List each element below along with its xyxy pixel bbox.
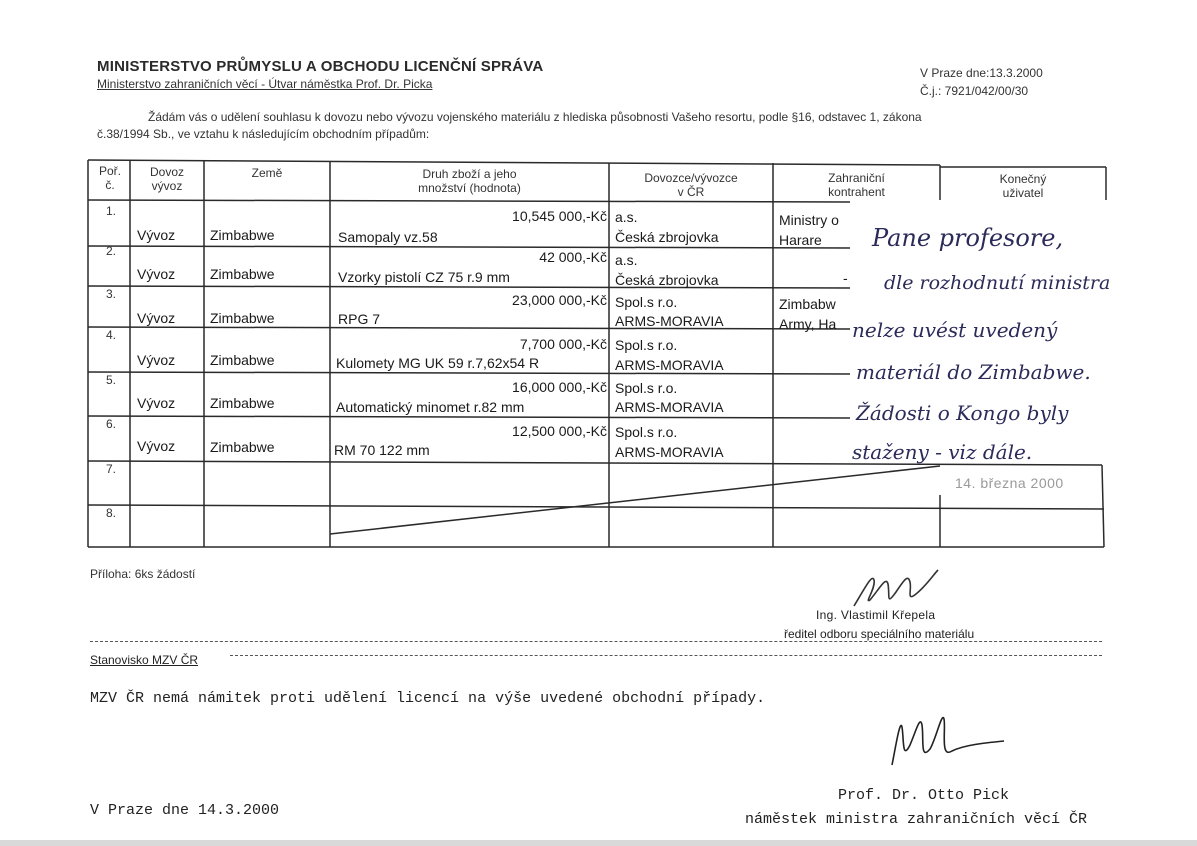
- th-direction: Dovoz vývoz: [149, 165, 184, 193]
- row-5-firm-type: Spol.s r.o.: [615, 380, 678, 396]
- handwritten-line-1: Pane profesore,: [872, 224, 1064, 252]
- reference-number: Č.j.: 7921/042/00/30: [920, 84, 1029, 98]
- row-3-partner-1: Zimbabw: [779, 296, 836, 312]
- handwritten-line-2: dle rozhodnutí ministra: [884, 272, 1111, 294]
- row-5-num: 5.: [106, 373, 117, 387]
- row-2-firm-type: a.s.: [615, 252, 638, 268]
- row-1-value: 10,545 000,-Kč: [512, 208, 607, 224]
- row-3-firm-type: Spol.s r.o.: [615, 294, 678, 310]
- row-6-value: 12,500 000,-Kč: [512, 423, 607, 439]
- document-date: V Praze dne:13.3.2000: [920, 66, 1043, 80]
- row-7-num: 7.: [106, 462, 117, 476]
- row-4-country: Zimbabwe: [210, 352, 275, 368]
- row-2-goods: Vzorky pistolí CZ 75 r.9 mm: [338, 269, 510, 285]
- row-3-value: 23,000 000,-Kč: [512, 292, 607, 308]
- row-6-direction: Vývoz: [137, 438, 176, 454]
- handwritten-line-5: Žádosti o Kongo byly: [856, 401, 1069, 425]
- mzv-date: V Praze dne 14.3.2000: [90, 802, 280, 819]
- row-5-goods: Automatický minomet r.82 mm: [336, 399, 525, 415]
- row-3-partner-2: Army, Ha: [779, 316, 837, 332]
- signer-role: ředitel odboru speciálního materiálu: [784, 627, 975, 641]
- mzv-signer-name: Prof. Dr. Otto Pick: [838, 787, 1010, 804]
- row-6-firm-name: ARMS-MORAVIA: [615, 444, 724, 460]
- row-2-num: 2.: [106, 244, 117, 258]
- row-1-goods: Samopaly vz.58: [338, 229, 438, 245]
- row-2-value: 42 000,-Kč: [539, 249, 607, 265]
- row-4-direction: Vývoz: [137, 352, 176, 368]
- row-3-num: 3.: [106, 287, 117, 301]
- row-3-firm-name: ARMS-MORAVIA: [615, 313, 724, 329]
- th-goods: Druh zboží a jeho množství (hodnota): [418, 167, 521, 195]
- request-text-line2: č.38/1994 Sb., ve vztahu k následujícím obchodním případům:: [97, 127, 430, 141]
- row-1-direction: Vývoz: [137, 227, 176, 243]
- th-partner: Zahraniční kontrahent: [828, 171, 885, 199]
- pick-signature: [880, 705, 1010, 777]
- row-5-country: Zimbabwe: [210, 395, 275, 411]
- row-6-firm-type: Spol.s r.o.: [615, 424, 678, 440]
- th-firm: Dovozce/vývozce v ČR: [644, 171, 738, 199]
- row-1-firm-type: a.s.: [615, 209, 638, 225]
- mzv-heading: Stanovisko MZV ČR: [90, 653, 199, 667]
- row-1-firm-name: Česká zbrojovka: [615, 229, 719, 245]
- row-3-country: Zimbabwe: [210, 310, 275, 326]
- row-3-goods: RPG 7: [338, 311, 381, 327]
- th-end-user: Konečný uživatel: [999, 172, 1047, 200]
- row-5-direction: Vývoz: [137, 395, 176, 411]
- row-4-value: 7,700 000,-Kč: [519, 336, 607, 352]
- attachment-note: Příloha: 6ks žádostí: [90, 567, 196, 581]
- row-2-firm-name: Česká zbrojovka: [615, 272, 719, 288]
- divider-dashed-2: [230, 655, 1102, 656]
- row-2-country: Zimbabwe: [210, 266, 275, 282]
- row-2-direction: Vývoz: [137, 266, 176, 282]
- date-stamp: 14. března 2000: [955, 475, 1064, 491]
- row-4-goods: Kulomety MG UK 59 r.7,62x54 R: [336, 355, 540, 371]
- handwritten-line-6: staženy - viz dále.: [852, 440, 1033, 464]
- row-4-num: 4.: [106, 328, 117, 342]
- signer-name: Ing. Vlastimil Křepela: [816, 608, 936, 622]
- row-6-num: 6.: [106, 417, 117, 431]
- th-country: Země: [251, 166, 283, 180]
- row-6-goods: RM 70 122 mm: [334, 442, 430, 458]
- krepela-signature: [846, 566, 956, 612]
- divider-dashed: [90, 641, 1102, 642]
- mzv-statement: MZV ČR nemá námitek proti udělení licencí na výše uvedené obchodní případy.: [90, 690, 766, 707]
- row-1-partner-1: Ministry o: [779, 212, 839, 228]
- row-3-direction: Vývoz: [137, 310, 176, 326]
- addressee: Ministerstvo zahraničních věcí - Útvar náměstka Prof. Dr. Picka: [97, 77, 433, 91]
- th-num: Poř. č.: [98, 164, 121, 192]
- scan-edge: [0, 840, 1197, 846]
- request-text-line1: Žádám vás o udělení souhlasu k dovozu nebo vývozu vojenského materiálu z hlediska působnosti Vašeho resortu, podle §16, odstavec 1, zákona: [148, 110, 922, 124]
- row-1-partner-2: Harare: [779, 232, 822, 248]
- row-5-firm-name: ARMS-MORAVIA: [615, 399, 724, 415]
- row-1-num: 1.: [106, 204, 117, 218]
- row-4-firm-type: Spol.s r.o.: [615, 337, 678, 353]
- row-6-country: Zimbabwe: [210, 439, 275, 455]
- ministry-title: MINISTERSTVO PRŮMYSLU A OBCHODU LICENČNÍ SPRÁVA: [97, 58, 544, 75]
- row-2-partner-2: -: [843, 270, 848, 286]
- handwritten-line-3: nelze uvést uvedený: [852, 318, 1058, 342]
- row-1-country: Zimbabwe: [210, 227, 275, 243]
- row-4-firm-name: ARMS-MORAVIA: [615, 357, 724, 373]
- row-8-num: 8.: [106, 506, 117, 520]
- handwritten-line-4: materiál do Zimbabwe.: [856, 360, 1091, 384]
- mzv-signer-role: náměstek ministra zahraničních věcí ČR: [745, 811, 1088, 828]
- row-5-value: 16,000 000,-Kč: [512, 379, 607, 395]
